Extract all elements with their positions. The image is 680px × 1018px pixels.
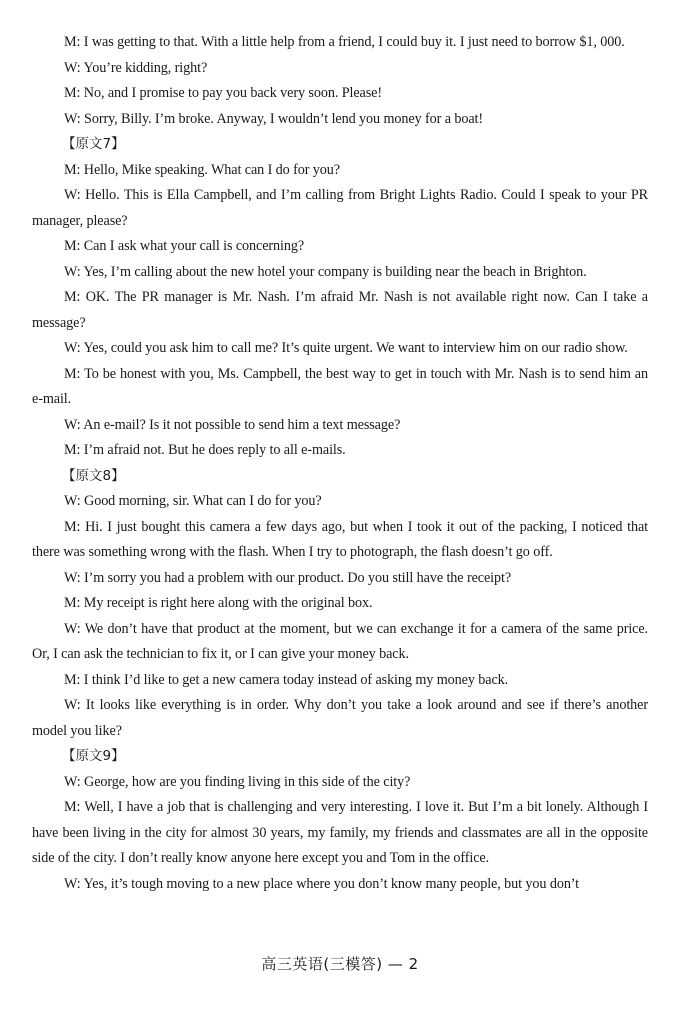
dialogue-line: W: It looks like everything is in order. Why don’t you take a look around and see if there’s another model you like? xyxy=(32,697,648,739)
dialogue-line: M: I was getting to that. With a little help from a friend, I could buy it. I just need to borrow $1, 000. xyxy=(64,34,625,50)
dialogue-line: W: I’m sorry you had a problem with our product. Do you still have the receipt? xyxy=(64,569,512,586)
dialogue-line: M: OK. The PR manager is Mr. Nash. I’m afraid Mr. Nash is not available right now. Can I take a message? xyxy=(32,289,648,331)
document-body xyxy=(32,30,648,897)
dialogue-line: M: Hi. I just bought this camera a few days ago, but when I took it out of the packing, I noticed that there was something wrong with the flash. When I try to photograph, the flash doesn’t go off. xyxy=(32,518,648,560)
dialogue-line: W: Yes, could you ask him to call me? It’s quite urgent. We want to interview him on our radio show. xyxy=(64,340,628,356)
dialogue-line: W: George, how are you finding living in this side of the city? xyxy=(64,773,411,790)
dialogue-line: W: Good morning, sir. What can I do for you? xyxy=(64,493,322,509)
dialogue-line: W: We don’t have that product at the moment, but we can exchange it for a camera of the same price. Or, I can ask the technician to fix it, or I can give your money back. xyxy=(32,620,648,662)
dialogue-line: W: Yes, it’s tough moving to a new place where you don’t know many people, but you don’t xyxy=(64,875,580,892)
dialogue-line: M: Can I ask what your call is concerning? xyxy=(64,238,305,254)
dialogue-line: M: Well, I have a job that is challenging and very interesting. I love it. But I’m a bit lonely. Although I have been living in the city for almost 30 years, my family, my friends and classmates are all in the opposite side of the city. I don’t really know anyone here except you and Tom in the office. xyxy=(32,799,648,866)
dialogue-line: M: I’m afraid not. But he does reply to all e-mails. xyxy=(64,442,346,458)
page-footer: 高三英语(三模答) — 2 xyxy=(261,955,419,973)
dialogue-line: M: Hello, Mike speaking. What can I do for you? xyxy=(64,161,340,178)
dialogue-line: W: You’re kidding, right? xyxy=(64,59,208,76)
section-heading: 【原文8】 xyxy=(62,467,125,484)
section-heading: 【原文7】 xyxy=(62,136,125,152)
section-heading: 【原文9】 xyxy=(62,748,125,764)
dialogue-line: M: No, and I promise to pay you back very soon. Please! xyxy=(64,85,382,101)
dialogue-line: W: An e-mail? Is it not possible to send him a text message? xyxy=(64,416,401,433)
dialogue-line: W: Sorry, Billy. I’m broke. Anyway, I wouldn’t lend you money for a boat! xyxy=(64,110,484,127)
dialogue-line: W: Yes, I’m calling about the new hotel your company is building near the beach in Brighton. xyxy=(64,263,587,280)
dialogue-line: W: Hello. This is Ella Campbell, and I’m calling from Bright Lights Radio. Could I speak to your PR manager, please? xyxy=(32,187,648,229)
dialogue-line: M: My receipt is right here along with the original box. xyxy=(64,595,373,611)
dialogue-line: M: To be honest with you, Ms. Campbell, the best way to get in touch with Mr. Nash is to send him an e-mail. xyxy=(32,365,648,407)
dialogue-line: M: I think I’d like to get a new camera today instead of asking my money back. xyxy=(64,671,509,688)
